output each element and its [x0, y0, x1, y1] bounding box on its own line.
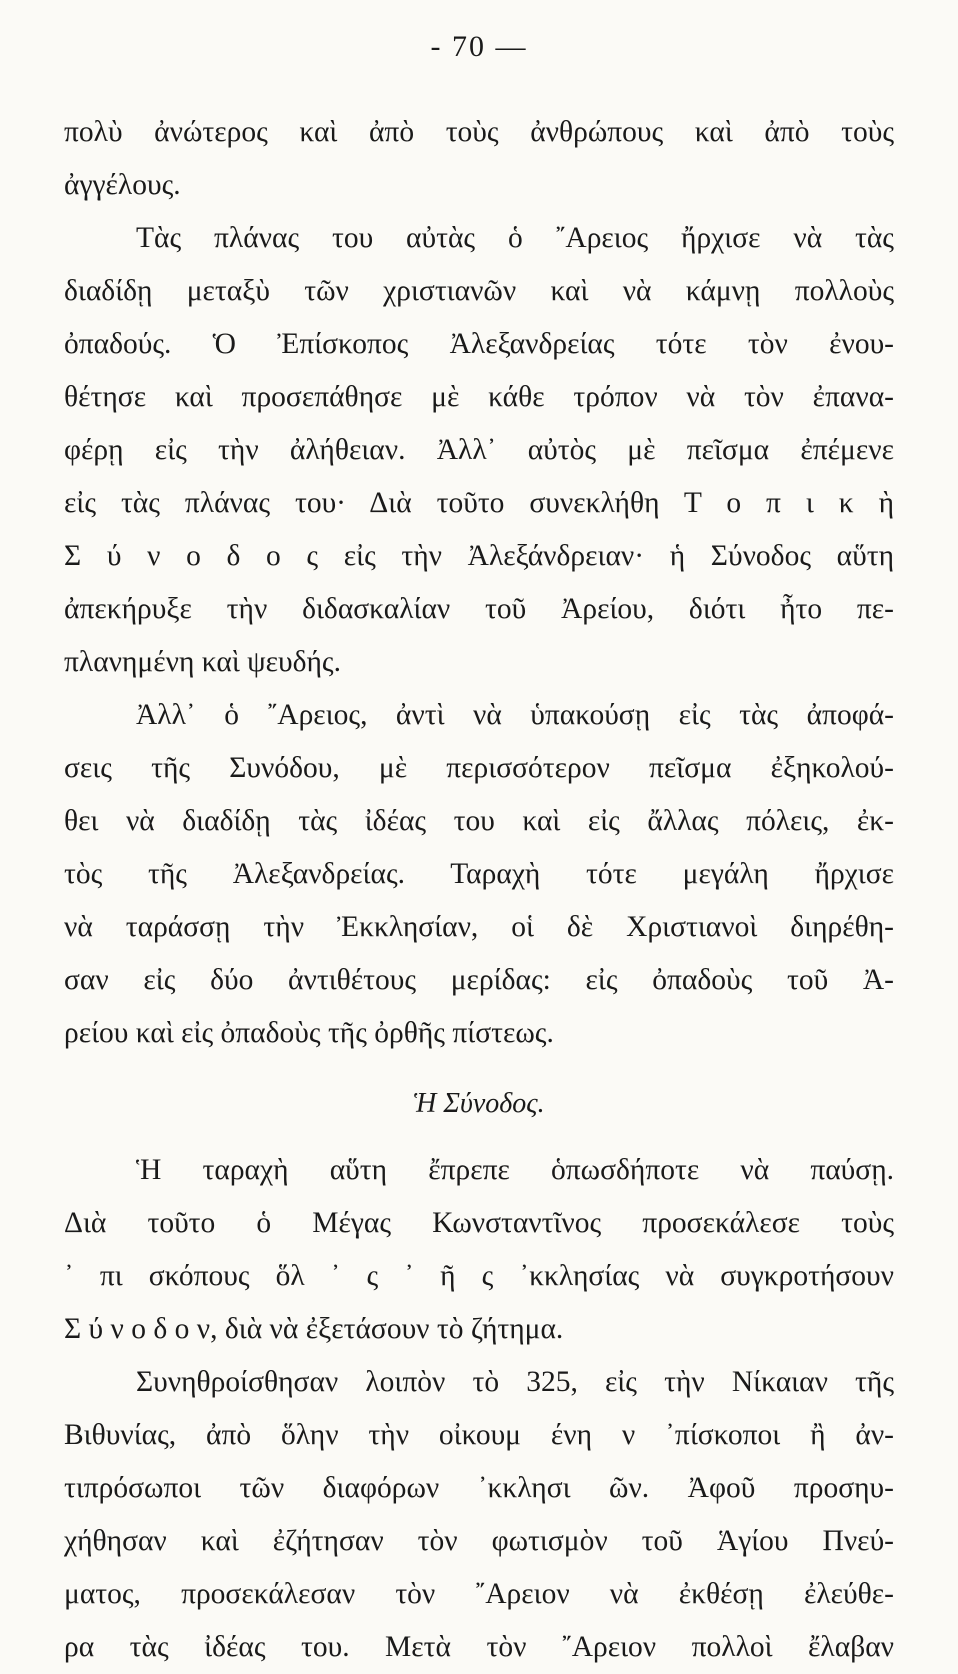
text-line: Σ ύ ν ο δ ο ς εἰς τὴν Ἀλεξάνδρειαν· ἡ Σύνοδος αὕτη: [64, 540, 894, 572]
text-line: ἀγγέλους.: [64, 169, 181, 201]
text-line: πλανημένη καὶ ψευδής.: [64, 646, 341, 678]
text-line: τιπρόσωποι τῶν διαφόρων ᾽κκλησι ῶν. Ἀφοῦ προσηυ-: [64, 1472, 894, 1504]
text-line: εἰς τὰς πλάνας του· Διὰ τοῦτο συνεκλήθη Τ ο π ι κ ὴ: [64, 487, 894, 519]
text-line: Διὰ τοῦτο ὁ Μέγας Κωνσταντῖνος προσεκάλεσε τοὺς: [64, 1207, 894, 1239]
text-line: Ἀλλ᾽ ὁ ῎Αρειος, ἀντὶ νὰ ὑπακούσῃ εἰς τὰς ἀποφά-: [136, 699, 894, 731]
text-line: σεις τῆς Συνόδου, μὲ περισσότερον πεῖσμα ἐξηκολού-: [64, 752, 894, 784]
text-line: ὀπαδούς. Ὁ Ἐπίσκοπος Ἀλεξανδρείας τότε τὸν ἐνου-: [64, 328, 894, 360]
body-text: [64, 106, 894, 1674]
text-line: θει νὰ διαδίδῃ τὰς ἰδέας του καὶ εἰς ἄλλας πόλεις, ἐκ-: [64, 805, 894, 837]
text-line: φέρῃ εἰς τὴν ἀλήθειαν. Ἀλλ᾽ αὐτὸς μὲ πεῖσμα ἐπέμενε: [64, 434, 894, 466]
text-line: χήθησαν καὶ ἐζήτησαν τὸν φωτισμὸν τοῦ Ἁγίου Πνεύ-: [64, 1525, 894, 1557]
text-line: ρείου καὶ εἰς ὀπαδοὺς τῆς ὀρθῆς πίστεως.: [64, 1017, 554, 1049]
text-line: Ἡ ταραχὴ αὕτη ἔπρεπε ὁπωσδήποτε νὰ παύσῃ.: [136, 1154, 894, 1186]
text-line: Τὰς πλάνας του αὐτὰς ὁ ῎Αρειος ἤρχισε νὰ τὰς: [136, 222, 894, 254]
text-line: Συνηθροίσθησαν λοιπὸν τὸ 325, εἰς τὴν Νίκαιαν τῆς: [136, 1366, 894, 1398]
section-heading: Ἡ Σύνοδος.: [413, 1088, 545, 1119]
text-line: ματος, προσεκάλεσαν τὸν ῎Αρειον νὰ ἐκθέσῃ ἐλεύθε-: [64, 1578, 894, 1610]
text-line: ρα τὰς ἰδέας του. Μετὰ τὸν ῎Αρειον πολλοὶ ἔλαβαν: [64, 1631, 894, 1663]
text-line: Σ ύ ν ο δ ο ν, διὰ νὰ ἐξετάσουν τὸ ζήτημα.: [64, 1313, 564, 1345]
text-line: τὸς τῆς Ἀλεξανδρείας. Ταραχὴ τότε μεγάλη ἤρχισε: [64, 858, 894, 890]
text-line: ᾽ πι σκόπους ὅλ ᾿ ς ᾿ ῆ ς ᾽κκλησίας νὰ συγκροτήσουν: [64, 1260, 894, 1292]
text-line: νὰ ταράσσῃ τὴν Ἐκκλησίαν, οἱ δὲ Χριστιανοὶ διηρέθη-: [64, 911, 894, 943]
text-line: σαν εἰς δύο ἀντιθέτους μερίδας: εἰς ὀπαδοὺς τοῦ Ἀ-: [64, 964, 894, 996]
page-number: - 70 —: [430, 30, 528, 63]
text-line: πολὺ ἀνώτερος καὶ ἀπὸ τοὺς ἀνθρώπους καὶ ἀπὸ τοὺς: [64, 116, 894, 148]
text-line: θέτησε καὶ προσεπάθησε μὲ κάθε τρόπον νὰ τὸν ἐπανα-: [64, 381, 894, 413]
text-line: ἀπεκήρυξε τὴν διδασκαλίαν τοῦ Ἀρείου, διότι ἦτο πε-: [64, 593, 894, 625]
text-line: διαδίδῃ μεταξὺ τῶν χριστιανῶν καὶ νὰ κάμνῃ πολλοὺς: [64, 275, 894, 307]
text-line: Βιθυνίας, ἀπὸ ὅλην τὴν οἰκουμ ένη ν ᾽πίσκοποι ἢ ἀν-: [64, 1419, 894, 1451]
